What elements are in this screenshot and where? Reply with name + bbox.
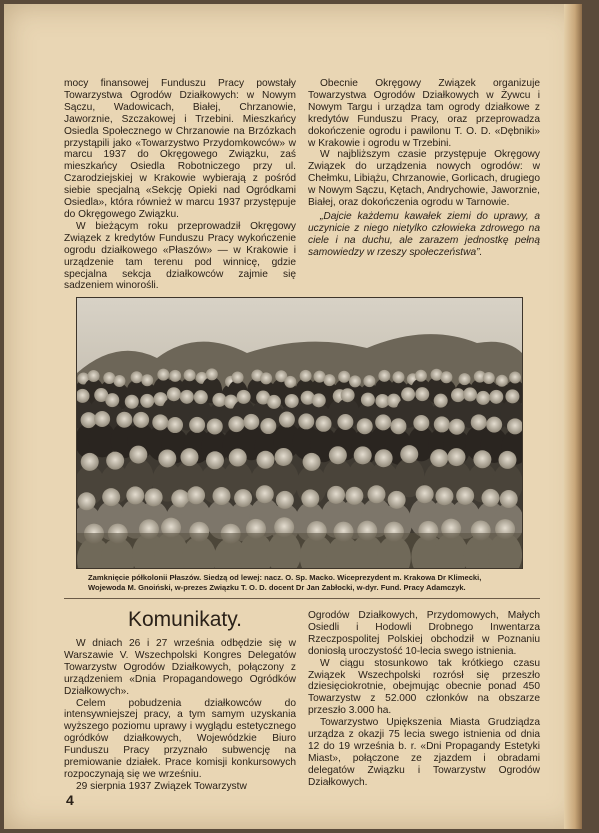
person-head [152, 414, 168, 430]
person-head [378, 370, 390, 382]
person-head [390, 418, 406, 434]
magazine-page [4, 4, 582, 829]
person-head [167, 417, 183, 433]
person-head [473, 450, 491, 468]
person-head [184, 369, 196, 381]
person-head [354, 446, 372, 464]
person-head [180, 448, 198, 466]
person-head [206, 368, 218, 380]
person-head [388, 491, 406, 509]
person-head [180, 390, 194, 404]
person-head [237, 390, 251, 404]
person-head [81, 453, 99, 471]
person-head [496, 375, 508, 387]
person-head [363, 375, 375, 387]
person-head [463, 387, 477, 401]
person-head [228, 416, 244, 432]
section-divider [64, 598, 540, 599]
paragraph: W bieżącym roku przeprowadził Okręgowy Związek z kredytów Funduszu Pracy wykończenie ogrodu działkowego «Płaszów» — w Krakowie i urządzenie tam terenu pod winnicę, gdzie specjalna sekcja działkowców zajmie się sadzeniem winorośli. [64, 220, 296, 292]
person-head [267, 395, 281, 409]
person-head [234, 489, 252, 507]
paragraph: W dniach 26 i 27 września odbędzie się w Warszawie V. Wszechpolski Kongres Delegatów Towarzystw Ogrodów Działkowych, połączony z urządzeniem «Dnia Propagandowego Ogródków Działkowych». [64, 638, 296, 697]
person-head [341, 388, 355, 402]
person-head [88, 370, 100, 382]
section-heading: Komunikaty. [128, 608, 242, 631]
person-head [229, 449, 247, 467]
person-head [133, 412, 149, 428]
person-head [145, 488, 163, 506]
person-head [451, 388, 465, 402]
person-head [256, 485, 274, 503]
group-photograph [76, 297, 523, 569]
person-head [285, 394, 299, 408]
person-head [158, 449, 176, 467]
person-head [434, 394, 448, 408]
person-head [323, 374, 335, 386]
person-head [401, 387, 415, 401]
page-spine [564, 4, 582, 829]
person-head [456, 487, 474, 505]
paragraph: Ogrodów Działkowych, Przydomowych, Małych Osiedli i Hodowli Drobnego Inwentarza Rzeczpospolitej Polskiej obchodził w Poznaniu doniosłą uroczystość 10-lecia swego istnienia. [308, 610, 540, 657]
person-head [116, 412, 132, 428]
person-head [301, 489, 319, 507]
person-head [357, 418, 373, 434]
announcements-column-left [64, 638, 296, 793]
person-head [435, 487, 453, 505]
person-head [102, 488, 120, 506]
person-head [213, 487, 231, 505]
person-head [243, 414, 259, 430]
paragraph: 29 sierpnia 1937 Związek Towarzystw [76, 780, 247, 792]
person-head [400, 445, 418, 463]
person-head [367, 485, 385, 503]
crowd-photo-image [77, 298, 522, 568]
person-head [260, 372, 272, 384]
motto-quote: „Dajcie każdemu kawałek ziemi do uprawy, a uczynicie z niego nietylko człowieka zdrowego na ciele i na duchu, ale zarazem jednostkę pełną samowiedzy w rzeszy społeczeństwa”. [308, 210, 540, 258]
person-head [113, 375, 125, 387]
person-head [167, 387, 181, 401]
person-head [94, 411, 110, 427]
person-head [157, 369, 169, 381]
person-head [430, 449, 448, 467]
person-head [375, 449, 393, 467]
paragraph: mocy finansowej Funduszu Pracy powstały Towarzystwa Ogrodów Działkowych: w Nowym Sączu, Wadowicach, Białej, Chrzanowie, Jaworznie, Szczakowej i Trzebini. Mieszkańcy Osiedla Społecznego w Chrzanowie na Brzózkach przystąpili jako «Towarzystwo Przydomkowców» w marcu 1937 do Okręgowego Związku, zaś mieszkańcy Osiedla Robotniczego przy ul. Czarodziejskiej w Krakowie wybierają z pośród siebie specjalną «Sekcję Opieki nad Ogródkami Osiedla», która również w marcu 1937 przystępuje do Okręgowego Związku. [64, 78, 296, 220]
person-head [415, 387, 429, 401]
person-head [500, 490, 518, 508]
person-head [169, 370, 181, 382]
person-head [140, 394, 154, 408]
person-head [471, 414, 487, 430]
photo-caption: Zamknięcie półkolonii Płaszów. Siedzą od lewej: nacz. O. Sp. Macko. Wiceprezydent m. Krakowa Dr Klimecki, Wojewoda M. Gnoiński, w-prezes Związku T. O. D. docent Dr Jan Zabłocki, w-dyr. Fund. Pracy Adamczyk. [88, 573, 482, 592]
person-head [486, 417, 502, 433]
person-head [447, 448, 465, 466]
person-head [440, 371, 452, 383]
person-head [298, 413, 314, 429]
person-head [489, 390, 503, 404]
page-number: 4 [66, 792, 74, 808]
person-head [459, 373, 471, 385]
person-head [141, 374, 153, 386]
paragraph: W ciągu stosunkowo tak krótkiego czasu Związek Wszechpolski rozrósł się przeszło dziesięciokrotnie, obejmując obecnie ponad 450 Towarzystw z 52.000 członków na obszarze przeszło 3.000 ha. [308, 657, 540, 717]
person-head [105, 393, 119, 407]
person-head [103, 372, 115, 384]
person-head [300, 370, 312, 382]
person-head [207, 418, 223, 434]
person-head [126, 486, 144, 504]
person-head [194, 390, 208, 404]
person-head [276, 491, 294, 509]
person-head [106, 452, 124, 470]
person-head [499, 451, 517, 469]
person-head [256, 451, 274, 469]
person-head [413, 415, 429, 431]
person-head [483, 372, 495, 384]
person-head [206, 451, 224, 469]
person-head [303, 453, 321, 471]
person-head [284, 376, 296, 388]
person-head [78, 492, 96, 510]
person-head [338, 371, 350, 383]
person-head [349, 375, 361, 387]
person-head [434, 416, 450, 432]
person-head [316, 416, 332, 432]
person-head [345, 487, 363, 505]
paragraph: Towarzystwo Upiększenia Miasta Grudziądza urządza z okazji 75 lecia swego istnienia od dnia 12 do 19 września b. r. «Dni Propagandy Estetyki Miast», połączone ze zjazdem i obradami delegatów Związku i Towarzystw Ogrodów Działkowych. [308, 717, 540, 788]
article-column-top-right [308, 78, 540, 259]
person-head [392, 371, 404, 383]
paragraph: Celem pobudzenia działkowców do intensywniejszej pracy, a tym samym uzyskania wyższego poziomu uprawy i wyglądu estetycznego ogródków działkowych, Wojewódzkie Biuro Funduszu Pracy przyznało subwencję na premiowanie działek. Prace komisji konkursowych rozpoczynają się we wrześniu. [64, 697, 296, 780]
person-head [329, 446, 347, 464]
person-head [361, 393, 375, 407]
person-head [416, 485, 434, 503]
paragraph: Obecnie Okręgowy Związek organizuje Towarzystwa Ogrodów Działkowych w Żywcu i Nowym Targu i urządza tam ogrody działkowe z kredytów Funduszu Pracy, oraz przeprowadza dokończenie ogrodu i pawilonu T. O. D. «Dębniki» w Krakowie i ogrodu w Trzebini. [308, 78, 540, 149]
person-head [476, 391, 490, 405]
person-head [415, 370, 427, 382]
article-column-top-left [64, 78, 296, 292]
person-head [279, 412, 295, 428]
person-head [505, 389, 519, 403]
announcements-column-right [308, 610, 540, 789]
person-head [275, 448, 293, 466]
person-head [131, 371, 143, 383]
person-head [312, 393, 326, 407]
person-head [449, 419, 465, 435]
person-head [129, 446, 147, 464]
person-head [232, 372, 244, 384]
person-head [187, 486, 205, 504]
person-head [481, 489, 499, 507]
person-head [375, 414, 391, 430]
person-head [509, 372, 521, 384]
person-head [260, 418, 276, 434]
person-head [189, 417, 205, 433]
paragraph: W najbliższym czasie przystępuje Okręgowy Związek do urządzenia nowych ogrodów: w Chełmku, Libiążu, Chrzanowie, Gorlicach, drugiego w Nowym Sączu, Kętach, Andrychowie, Jaworznie, Białej, oraz dokończenia ogrodu w Tarnowie. [308, 149, 540, 209]
person-head [327, 486, 345, 504]
person-head [125, 395, 139, 409]
person-head [337, 414, 353, 430]
